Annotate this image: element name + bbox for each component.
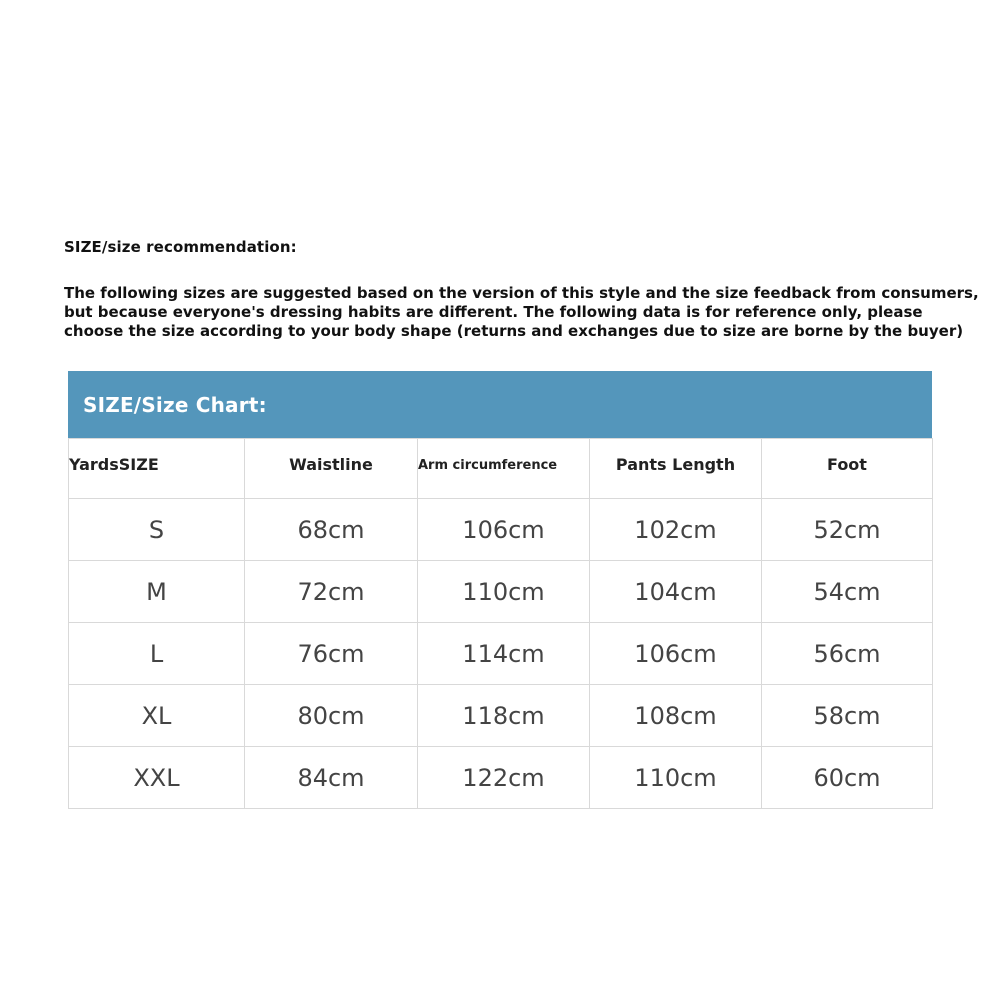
waistline-cell: 68cm [245, 499, 418, 561]
pants-length-cell: 102cm [590, 499, 762, 561]
arm-circumference-cell: 106cm [418, 499, 590, 561]
foot-cell: 60cm [762, 747, 933, 809]
size-table [68, 438, 933, 809]
size-cell: S [69, 499, 245, 561]
waistline-cell: 80cm [245, 685, 418, 747]
arm-circumference-cell: 118cm [418, 685, 590, 747]
column-header-waistline: Waistline [245, 439, 418, 499]
size-cell: XL [69, 685, 245, 747]
table-row [69, 747, 933, 809]
pants-length-cell: 110cm [590, 747, 762, 809]
waistline-cell: 72cm [245, 561, 418, 623]
size-cell: L [69, 623, 245, 685]
arm-circumference-cell: 114cm [418, 623, 590, 685]
arm-circumference-cell: 122cm [418, 747, 590, 809]
size-chart-banner [68, 371, 932, 438]
table-header-row [69, 439, 933, 499]
waistline-cell: 76cm [245, 623, 418, 685]
size-chart-title: SIZE/Size Chart: [83, 392, 267, 417]
column-header-arm-circumference: Arm circumference [418, 439, 590, 499]
size-cell: XXL [69, 747, 245, 809]
table-row [69, 561, 933, 623]
column-header-pants-length: Pants Length [590, 439, 762, 499]
table-row [69, 685, 933, 747]
pants-length-cell: 108cm [590, 685, 762, 747]
recommendation-line: but because everyone's dressing habits are different. The following data is for reference only, please [64, 303, 923, 321]
pants-length-cell: 106cm [590, 623, 762, 685]
size-chart [68, 371, 932, 809]
table-row [69, 623, 933, 685]
waistline-cell: 84cm [245, 747, 418, 809]
table-row [69, 499, 933, 561]
size-recommendation-heading: SIZE/size recommendation: [64, 238, 297, 256]
recommendation-line: choose the size according to your body shape (returns and exchanges due to size are borne by the buyer) [64, 322, 964, 340]
size-recommendation-text [64, 284, 979, 341]
recommendation-line: The following sizes are suggested based on the version of this style and the size feedback from consumers, [64, 284, 979, 302]
arm-circumference-cell: 110cm [418, 561, 590, 623]
foot-cell: 52cm [762, 499, 933, 561]
size-cell: M [69, 561, 245, 623]
foot-cell: 58cm [762, 685, 933, 747]
column-header-foot: Foot [762, 439, 933, 499]
foot-cell: 56cm [762, 623, 933, 685]
column-header-size: YardsSIZE [69, 439, 245, 499]
pants-length-cell: 104cm [590, 561, 762, 623]
foot-cell: 54cm [762, 561, 933, 623]
